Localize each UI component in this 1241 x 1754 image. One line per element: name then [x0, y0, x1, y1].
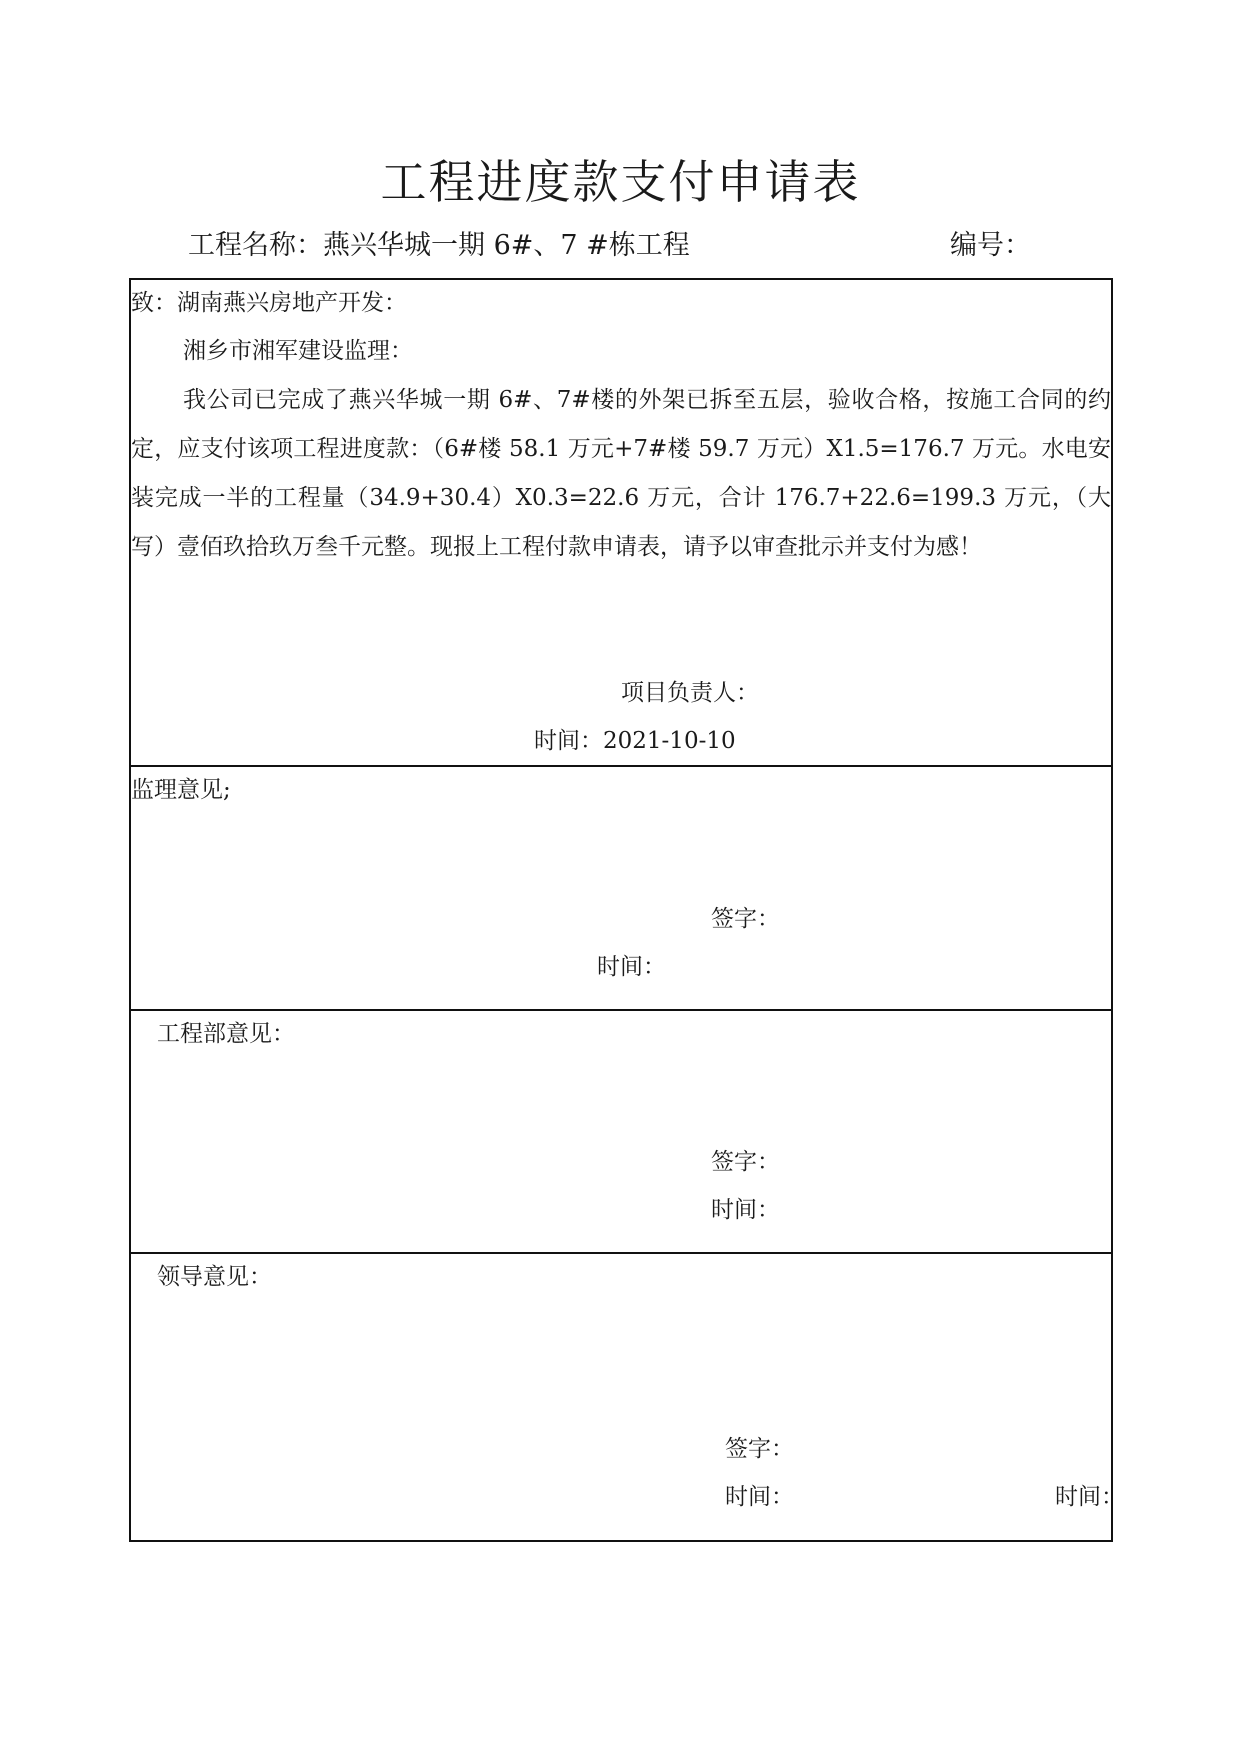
project-name: 工程名称：燕兴华城一期 6#、7 #栋工程: [188, 230, 690, 261]
project-manager-label: 项目负责人：: [621, 680, 759, 706]
document-number-label: 编号：: [950, 230, 1031, 261]
leadership-opinion-section: [131, 1254, 1124, 1540]
addressee-developer: 致：湖南燕兴房地产开发：: [131, 290, 407, 316]
application-section: [131, 280, 1111, 767]
engineering-opinion-heading: 工程部意见：: [157, 1021, 295, 1047]
supervision-opinion-heading: 监理意见;: [131, 777, 231, 803]
supervision-opinion-section: [131, 767, 1111, 1011]
application-time: 时间：2021-10-10: [534, 728, 736, 754]
application-body: 我公司已完成了燕兴华城一期 6#、7#楼的外架已拆至五层，验收合格，按施工合同的约定，应支付该项工程进度款：（6#楼 58.1 万元+7#楼 59.7 万元）X1.5=176.7 万元。水电安装完成一半的工程量（34.9+30.4）X0.3=22.6 万元，合计 176.7+22.6=199.3 万元，（大写）壹佰玖拾玖万叁千元整。现报上工程付款申请表，请予以审查批示并支付为感！: [131, 387, 1111, 560]
leadership-opinion-heading: 领导意见：: [157, 1264, 272, 1290]
document-title: 工程进度款支付申请表: [380, 155, 861, 209]
engineering-opinion-section: [131, 1011, 1111, 1254]
addressee-supervisor: 湘乡市湘军建设监理：: [183, 338, 413, 364]
engineering-sign-label: 签字：: [711, 1149, 780, 1175]
engineering-time-label: 时间：: [711, 1197, 780, 1223]
leadership-time-label-right: 时间：: [1055, 1484, 1124, 1510]
supervision-sign-label: 签字：: [711, 906, 780, 932]
supervision-time-label: 时间：: [597, 954, 666, 980]
leadership-time-label: 时间：: [725, 1484, 794, 1510]
application-form: [129, 278, 1124, 1542]
leadership-sign-label: 签字：: [725, 1436, 794, 1462]
